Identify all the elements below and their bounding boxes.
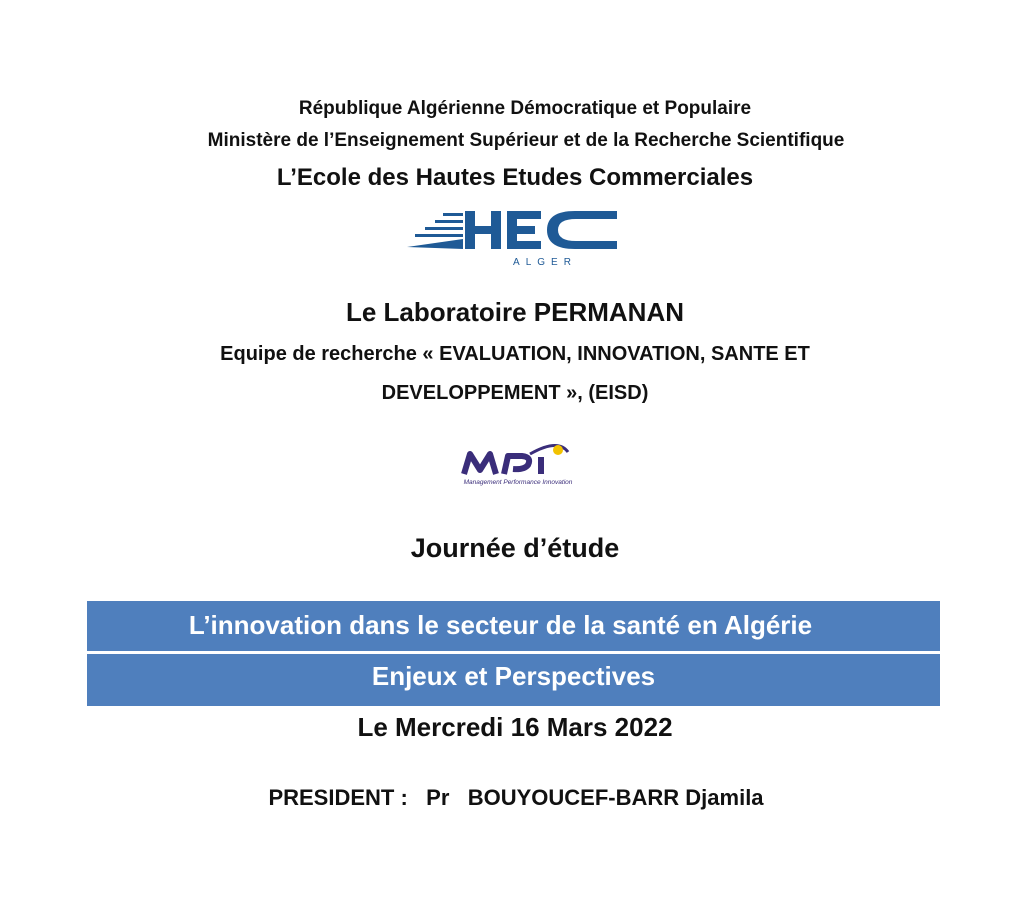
team-line-2: DEVELOPPEMENT », (EISD) [381,382,649,404]
republic-heading: République Algérienne Démocratique et Populaire [298,98,752,119]
event-title-line-2: Enjeux et Perspectives [371,661,656,691]
mpi-logo [418,440,614,490]
hec-logo [405,205,625,271]
event-date: Le Mercredi 16 Mars 2022 [357,712,673,742]
team-line-1: Equipe de recherche « EVALUATION, INNOVATION, SANTE ET [220,343,810,365]
school-heading: L’Ecole des Hautes Etudes Commerciales [276,164,754,191]
hec-logo-sub: ALGER [513,257,577,268]
president-line [0,785,1030,811]
president-label: PRESIDENT : [268,785,408,810]
president-title: Pr [426,785,450,810]
mpi-tagline: Management Performance Innovation [463,479,573,486]
lab-name: Le Laboratoire PERMANAN [345,297,685,327]
ministry-heading: Ministère de l’Enseignement Supérieur et de la Recherche Scientifique [207,130,845,151]
president-name: BOUYOUCEF-BARR Djamila [467,785,764,810]
banner-divider [87,651,940,654]
event-title-line-1: L’innovation dans le secteur de la santé en Algérie [188,610,813,640]
event-title-banner [87,601,940,706]
event-type: Journée d’étude [410,533,620,563]
